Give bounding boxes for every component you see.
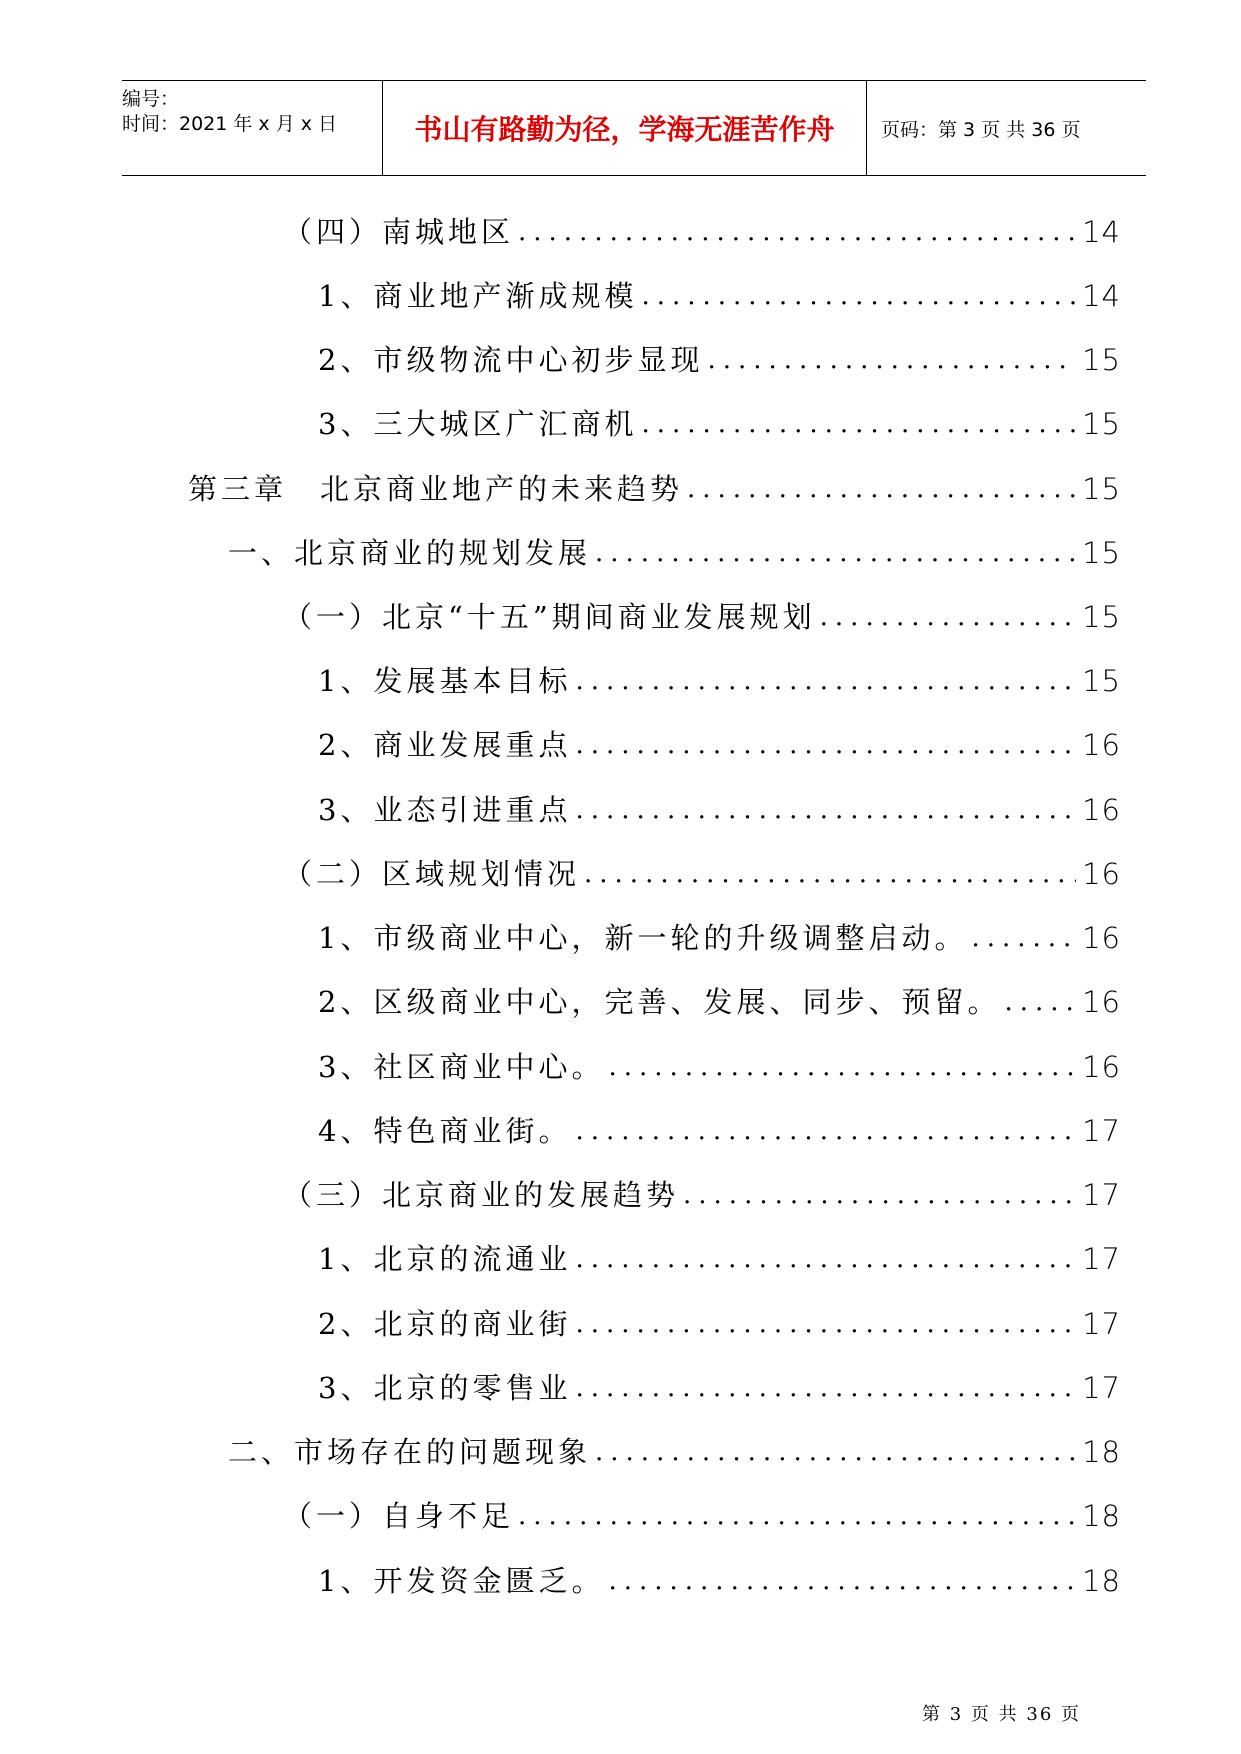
toc-entry-title: 1、开发资金匮乏。 [318,1564,605,1598]
toc-leader [707,340,1076,380]
toc-entry[interactable] [318,404,1121,444]
toc-entry-page: 15 [1082,472,1121,506]
header-motto: 书山有路勤为径，学海无涯苦作舟 [383,81,867,175]
toc-entry-page: 16 [1082,985,1121,1019]
toc-entry-page: 17 [1082,1307,1121,1341]
toc-entry-title: （四）南城地区 [283,215,515,249]
toc-entry-title: 第三章 北京商业地产的未来趋势 [188,472,684,506]
toc-entry-title: 1、商业地产渐成规模 [318,279,638,313]
toc-entry-title: 1、北京的流通业 [318,1242,572,1276]
toc-entry[interactable] [318,340,1121,380]
toc-entry-page: 16 [1082,857,1121,891]
toc-entry-page: 17 [1082,1242,1121,1276]
toc-entry-page: 16 [1082,728,1121,762]
toc-leader [584,854,1076,894]
toc-entry-title: 2、北京的商业街 [318,1307,572,1341]
toc-entry[interactable] [283,1496,1121,1536]
header-page-info: 页码：第 3 页 共 36 页 [881,118,1081,141]
toc-entry-title: 1、市级商业中心，新一轮的升级调整启动。 [318,921,968,955]
toc-entry[interactable] [228,1432,1121,1472]
toc-entry[interactable] [283,212,1121,252]
toc-leader [575,790,1076,830]
toc-entry-page: 17 [1082,1178,1121,1212]
toc-leader [575,661,1076,701]
time-label: 时间：2021 年 x 月 x 日 [122,113,338,135]
toc-entry[interactable] [318,661,1121,701]
toc-entry[interactable] [283,854,1121,894]
toc-leader [608,1561,1076,1601]
toc-leader [518,212,1076,252]
toc-entry[interactable] [318,1561,1121,1601]
toc-entry-page: 18 [1082,1564,1121,1598]
toc-entry[interactable] [318,1111,1121,1151]
toc-entry-title: 3、业态引进重点 [318,793,572,827]
toc-leader [575,1368,1076,1408]
toc-entry-page: 15 [1082,536,1121,570]
toc-leader [575,1304,1076,1344]
toc-entry[interactable] [318,1239,1121,1279]
toc-leader [687,469,1076,509]
toc-entry-title: 3、社区商业中心。 [318,1050,605,1084]
toc-entry-title: 1、发展基本目标 [318,664,572,698]
toc-entry-page: 18 [1082,1435,1121,1469]
toc-entry-page: 15 [1082,407,1121,441]
toc-entry[interactable] [188,469,1121,509]
toc-entry[interactable] [318,1368,1121,1408]
toc-leader [518,1496,1076,1536]
toc-entry[interactable] [318,790,1121,830]
toc-entry-title: （一）北京“十五”期间商业发展规划 [283,600,816,634]
toc-entry-page: 15 [1082,600,1121,634]
toc-entry-title: 一、北京商业的规划发展 [228,536,592,570]
toc-leader [595,533,1076,573]
toc-leader [575,1111,1076,1151]
toc-leader [608,1047,1076,1087]
toc-leader [595,1432,1076,1472]
page-footer: 第 3 页 共 36 页 [922,1704,1081,1725]
toc-leader [641,276,1076,316]
toc-entry-page: 17 [1082,1114,1121,1148]
toc-entry-title: （三）北京商业的发展趋势 [283,1178,680,1212]
toc-entry-title: 2、市级物流中心初步显现 [318,343,704,377]
header-meta-cell [122,81,383,175]
toc-entry-title: 3、三大城区广汇商机 [318,407,638,441]
toc-leader [820,597,1076,637]
toc-leader [641,404,1076,444]
toc-entry-title: （二）区域规划情况 [283,857,581,891]
document-header [122,80,1146,176]
toc-entry-title: （一）自身不足 [283,1499,515,1533]
toc-leader [683,1175,1076,1215]
toc-entry-title: 3、北京的零售业 [318,1371,572,1405]
toc-leader [971,918,1076,958]
toc-entry[interactable] [318,982,1121,1022]
toc-entry-page: 16 [1082,921,1121,955]
toc-entry-page: 18 [1082,1499,1121,1533]
number-label: 编号： [122,88,180,110]
toc-leader [575,725,1076,765]
toc-leader [575,1239,1076,1279]
toc-entry[interactable] [283,1175,1121,1215]
toc-entry[interactable] [318,918,1121,958]
toc-entry[interactable] [228,533,1121,573]
toc-entry-page: 14 [1082,215,1121,249]
toc-entry[interactable] [318,1047,1121,1087]
toc-entry[interactable] [318,1304,1121,1344]
toc-entry-title: 2、商业发展重点 [318,728,572,762]
toc-entry[interactable] [318,725,1121,765]
toc-entry-page: 15 [1082,343,1121,377]
toc-entry-title: 2、区级商业中心，完善、发展、同步、预留。 [318,985,1001,1019]
toc-entry-title: 4、特色商业街。 [318,1114,572,1148]
toc-entry-page: 14 [1082,279,1121,313]
toc-entry-page: 16 [1082,793,1121,827]
toc-entry[interactable] [318,276,1121,316]
toc-leader [1004,982,1076,1022]
toc-entry[interactable] [283,597,1121,637]
toc-entry-page: 17 [1082,1371,1121,1405]
toc-entry-page: 15 [1082,664,1121,698]
toc-entry-page: 16 [1082,1050,1121,1084]
toc-entry-title: 二、市场存在的问题现象 [228,1435,592,1469]
